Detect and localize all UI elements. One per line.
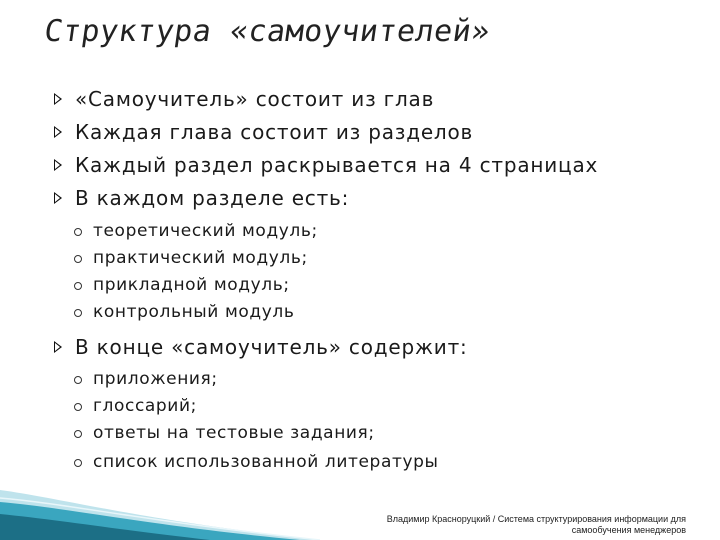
footer-line: Владимир Красноруцкий / Система структурирования информации для <box>386 514 686 524</box>
slide-title: Структура «самоучителей» <box>42 14 493 49</box>
circle-bullet-icon <box>74 255 82 263</box>
footer-credit <box>300 514 686 536</box>
arrow-bullet-icon <box>54 341 62 353</box>
circle-bullet-icon <box>74 430 82 438</box>
arrow-bullet-icon <box>54 126 62 138</box>
arrow-bullet-icon <box>54 159 62 171</box>
circle-bullet-icon <box>74 376 82 384</box>
circle-bullet-icon <box>74 403 82 411</box>
circle-bullet-icon <box>74 282 82 290</box>
circle-bullet-icon <box>74 309 82 317</box>
circle-bullet-icon <box>74 228 82 236</box>
arrow-bullet-icon <box>54 93 62 105</box>
footer-line: самообучения менеджеров <box>571 525 686 535</box>
circle-bullet-icon <box>74 459 82 467</box>
content-list: «Самоучитель» состоит из глав Каждая глава состоит из разделов Каждый раздел раскрывается на 4 страницах В каждом разделе есть: теоретический модуль; практический модуль; прикладной модуль; контрольный модуль В конце «самоучитель» содержит: приложения; глоссарий; ответы на тестовые задания; список использованной литературы <box>0 0 720 540</box>
arrow-bullet-icon <box>54 192 62 204</box>
